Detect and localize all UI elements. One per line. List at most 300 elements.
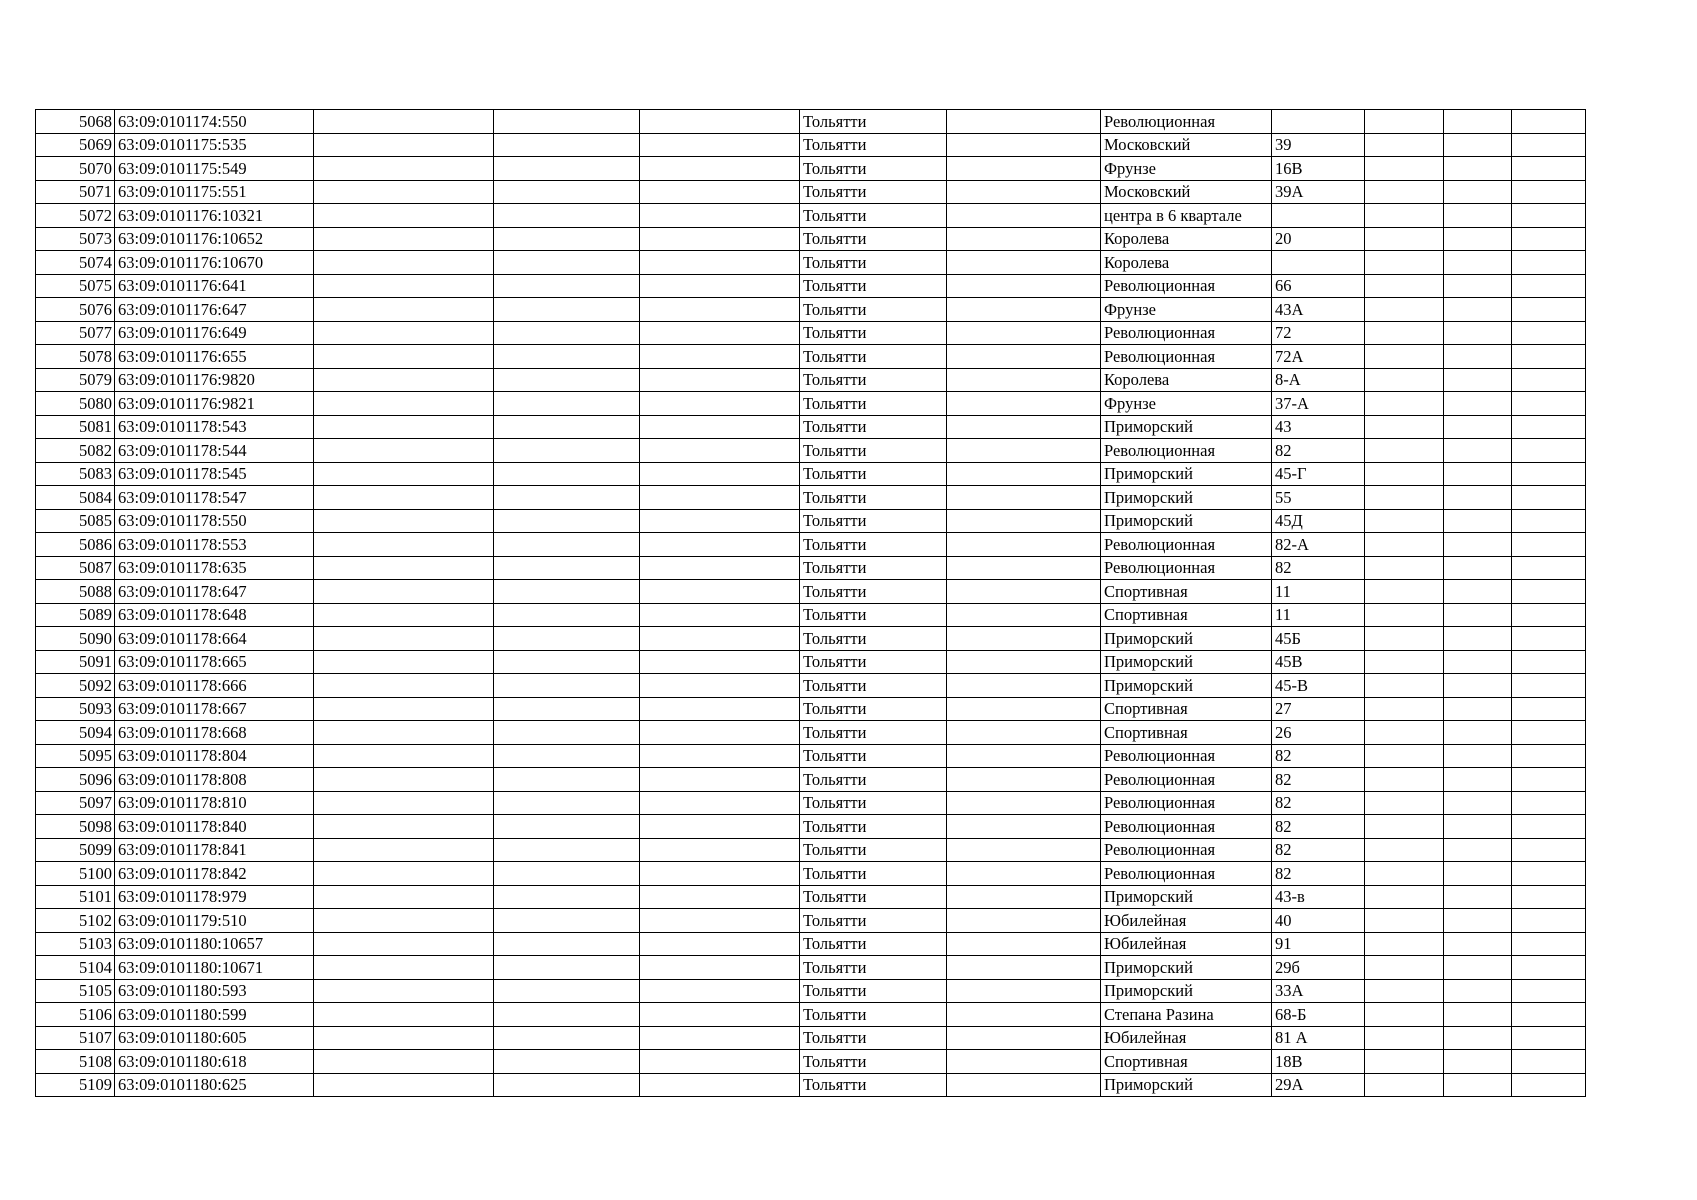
city-cell: Тольятти — [800, 180, 947, 204]
empty-cell-5 — [640, 815, 800, 839]
table-row — [36, 321, 1586, 345]
cadastral-number-cell: 63:09:0101176:10670 — [115, 251, 314, 275]
empty-cell-10 — [1365, 486, 1444, 510]
empty-cell-3 — [314, 1026, 494, 1050]
empty-cell-7 — [947, 1050, 1101, 1074]
street-cell: Революционная — [1101, 791, 1272, 815]
house-number-cell: 91 — [1272, 932, 1365, 956]
house-number-cell: 82 — [1272, 744, 1365, 768]
empty-cell-3 — [314, 321, 494, 345]
table-row — [36, 956, 1586, 980]
house-number-cell — [1272, 204, 1365, 228]
city-cell: Тольятти — [800, 603, 947, 627]
house-number-cell: 16В — [1272, 157, 1365, 181]
empty-cell-11 — [1444, 157, 1512, 181]
street-cell: Приморский — [1101, 462, 1272, 486]
empty-cell-5 — [640, 368, 800, 392]
city-cell: Тольятти — [800, 885, 947, 909]
empty-cell-4 — [494, 979, 640, 1003]
city-cell: Тольятти — [800, 509, 947, 533]
empty-cell-12 — [1512, 345, 1586, 369]
cadastral-number-cell: 63:09:0101178:553 — [115, 533, 314, 557]
house-number-cell: 20 — [1272, 227, 1365, 251]
empty-cell-7 — [947, 791, 1101, 815]
table-row — [36, 227, 1586, 251]
empty-cell-7 — [947, 979, 1101, 1003]
house-number-cell: 82 — [1272, 838, 1365, 862]
cadastral-number-cell: 63:09:0101178:665 — [115, 650, 314, 674]
cadastral-number-cell: 63:09:0101176:647 — [115, 298, 314, 322]
house-number-cell: 45Д — [1272, 509, 1365, 533]
empty-cell-11 — [1444, 768, 1512, 792]
house-number-cell: 81 А — [1272, 1026, 1365, 1050]
empty-cell-11 — [1444, 274, 1512, 298]
empty-cell-3 — [314, 697, 494, 721]
house-number-cell: 29А — [1272, 1073, 1365, 1097]
empty-cell-3 — [314, 439, 494, 463]
empty-cell-12 — [1512, 251, 1586, 275]
table-row — [36, 885, 1586, 909]
row-number-cell: 5083 — [36, 462, 115, 486]
empty-cell-5 — [640, 1003, 800, 1027]
empty-cell-3 — [314, 838, 494, 862]
street-cell: Фрунзе — [1101, 298, 1272, 322]
row-number-cell: 5100 — [36, 862, 115, 886]
row-number-cell: 5098 — [36, 815, 115, 839]
empty-cell-11 — [1444, 462, 1512, 486]
empty-cell-3 — [314, 157, 494, 181]
house-number-cell: 45-В — [1272, 674, 1365, 698]
cadastral-number-cell: 63:09:0101180:605 — [115, 1026, 314, 1050]
empty-cell-11 — [1444, 1026, 1512, 1050]
empty-cell-12 — [1512, 838, 1586, 862]
empty-cell-3 — [314, 580, 494, 604]
empty-cell-10 — [1365, 180, 1444, 204]
empty-cell-11 — [1444, 744, 1512, 768]
empty-cell-5 — [640, 204, 800, 228]
empty-cell-10 — [1365, 791, 1444, 815]
city-cell: Тольятти — [800, 815, 947, 839]
empty-cell-12 — [1512, 556, 1586, 580]
empty-cell-5 — [640, 932, 800, 956]
empty-cell-11 — [1444, 674, 1512, 698]
empty-cell-11 — [1444, 556, 1512, 580]
empty-cell-5 — [640, 345, 800, 369]
cadastral-number-cell: 63:09:0101178:808 — [115, 768, 314, 792]
empty-cell-4 — [494, 133, 640, 157]
row-number-cell: 5086 — [36, 533, 115, 557]
row-number-cell: 5105 — [36, 979, 115, 1003]
table-row — [36, 251, 1586, 275]
empty-cell-11 — [1444, 815, 1512, 839]
table-row — [36, 627, 1586, 651]
row-number-cell: 5084 — [36, 486, 115, 510]
empty-cell-10 — [1365, 744, 1444, 768]
street-cell: Революционная — [1101, 744, 1272, 768]
empty-cell-10 — [1365, 979, 1444, 1003]
empty-cell-4 — [494, 509, 640, 533]
empty-cell-12 — [1512, 415, 1586, 439]
empty-cell-10 — [1365, 674, 1444, 698]
empty-cell-4 — [494, 415, 640, 439]
empty-cell-3 — [314, 274, 494, 298]
empty-cell-12 — [1512, 885, 1586, 909]
empty-cell-3 — [314, 1050, 494, 1074]
empty-cell-11 — [1444, 909, 1512, 933]
empty-cell-5 — [640, 392, 800, 416]
empty-cell-10 — [1365, 321, 1444, 345]
empty-cell-5 — [640, 650, 800, 674]
table-row — [36, 1050, 1586, 1074]
empty-cell-5 — [640, 110, 800, 134]
house-number-cell: 82 — [1272, 815, 1365, 839]
empty-cell-12 — [1512, 1026, 1586, 1050]
empty-cell-11 — [1444, 1073, 1512, 1097]
empty-cell-10 — [1365, 909, 1444, 933]
empty-cell-12 — [1512, 768, 1586, 792]
cadastral-number-cell: 63:09:0101178:667 — [115, 697, 314, 721]
empty-cell-4 — [494, 204, 640, 228]
row-number-cell: 5076 — [36, 298, 115, 322]
empty-cell-5 — [640, 721, 800, 745]
city-cell: Тольятти — [800, 204, 947, 228]
table-row — [36, 744, 1586, 768]
empty-cell-12 — [1512, 274, 1586, 298]
empty-cell-10 — [1365, 580, 1444, 604]
empty-cell-5 — [640, 509, 800, 533]
house-number-cell: 68-Б — [1272, 1003, 1365, 1027]
house-number-cell: 66 — [1272, 274, 1365, 298]
empty-cell-4 — [494, 533, 640, 557]
cadastral-number-cell: 63:09:0101178:810 — [115, 791, 314, 815]
row-number-cell: 5109 — [36, 1073, 115, 1097]
house-number-cell: 45-Г — [1272, 462, 1365, 486]
empty-cell-10 — [1365, 415, 1444, 439]
empty-cell-3 — [314, 768, 494, 792]
empty-cell-12 — [1512, 603, 1586, 627]
city-cell: Тольятти — [800, 1003, 947, 1027]
empty-cell-11 — [1444, 321, 1512, 345]
table-row — [36, 1026, 1586, 1050]
city-cell: Тольятти — [800, 650, 947, 674]
street-cell: Революционная — [1101, 439, 1272, 463]
empty-cell-5 — [640, 862, 800, 886]
city-cell: Тольятти — [800, 321, 947, 345]
empty-cell-4 — [494, 1003, 640, 1027]
empty-cell-4 — [494, 909, 640, 933]
street-cell: Фрунзе — [1101, 157, 1272, 181]
empty-cell-10 — [1365, 1026, 1444, 1050]
house-number-cell: 82-А — [1272, 533, 1365, 557]
empty-cell-11 — [1444, 791, 1512, 815]
empty-cell-3 — [314, 392, 494, 416]
city-cell: Тольятти — [800, 533, 947, 557]
empty-cell-11 — [1444, 298, 1512, 322]
cadastral-number-cell: 63:09:0101178:547 — [115, 486, 314, 510]
empty-cell-7 — [947, 298, 1101, 322]
empty-cell-5 — [640, 321, 800, 345]
house-number-cell: 45В — [1272, 650, 1365, 674]
empty-cell-12 — [1512, 227, 1586, 251]
house-number-cell: 82 — [1272, 791, 1365, 815]
house-number-cell: 37-А — [1272, 392, 1365, 416]
city-cell: Тольятти — [800, 345, 947, 369]
empty-cell-4 — [494, 650, 640, 674]
empty-cell-4 — [494, 603, 640, 627]
city-cell: Тольятти — [800, 274, 947, 298]
row-number-cell: 5072 — [36, 204, 115, 228]
empty-cell-12 — [1512, 697, 1586, 721]
row-number-cell: 5078 — [36, 345, 115, 369]
empty-cell-7 — [947, 909, 1101, 933]
empty-cell-12 — [1512, 627, 1586, 651]
street-cell: Революционная — [1101, 110, 1272, 134]
empty-cell-11 — [1444, 627, 1512, 651]
city-cell: Тольятти — [800, 415, 947, 439]
cadastral-number-cell: 63:09:0101178:544 — [115, 439, 314, 463]
empty-cell-3 — [314, 744, 494, 768]
street-cell: Спортивная — [1101, 697, 1272, 721]
street-cell: Революционная — [1101, 815, 1272, 839]
house-number-cell — [1272, 251, 1365, 275]
cadastral-number-cell: 63:09:0101178:840 — [115, 815, 314, 839]
empty-cell-12 — [1512, 321, 1586, 345]
cadastral-number-cell: 63:09:0101178:666 — [115, 674, 314, 698]
empty-cell-7 — [947, 157, 1101, 181]
city-cell: Тольятти — [800, 1050, 947, 1074]
empty-cell-11 — [1444, 650, 1512, 674]
empty-cell-7 — [947, 1026, 1101, 1050]
row-number-cell: 5106 — [36, 1003, 115, 1027]
empty-cell-11 — [1444, 862, 1512, 886]
empty-cell-4 — [494, 674, 640, 698]
house-number-cell: 26 — [1272, 721, 1365, 745]
empty-cell-11 — [1444, 721, 1512, 745]
empty-cell-7 — [947, 227, 1101, 251]
street-cell: Революционная — [1101, 321, 1272, 345]
street-cell: Спортивная — [1101, 580, 1272, 604]
city-cell: Тольятти — [800, 157, 947, 181]
street-cell: Приморский — [1101, 956, 1272, 980]
empty-cell-12 — [1512, 1050, 1586, 1074]
empty-cell-7 — [947, 204, 1101, 228]
empty-cell-7 — [947, 439, 1101, 463]
empty-cell-3 — [314, 415, 494, 439]
street-cell: Юбилейная — [1101, 932, 1272, 956]
empty-cell-4 — [494, 298, 640, 322]
table-row — [36, 650, 1586, 674]
city-cell: Тольятти — [800, 1026, 947, 1050]
table-row — [36, 439, 1586, 463]
street-cell: Королева — [1101, 368, 1272, 392]
empty-cell-5 — [640, 603, 800, 627]
empty-cell-5 — [640, 791, 800, 815]
row-number-cell: 5070 — [36, 157, 115, 181]
cadastral-number-cell: 63:09:0101180:593 — [115, 979, 314, 1003]
street-cell: Спортивная — [1101, 603, 1272, 627]
empty-cell-12 — [1512, 1073, 1586, 1097]
row-number-cell: 5104 — [36, 956, 115, 980]
empty-cell-11 — [1444, 697, 1512, 721]
cadastral-number-cell: 63:09:0101176:649 — [115, 321, 314, 345]
house-number-cell: 82 — [1272, 768, 1365, 792]
table-row — [36, 979, 1586, 1003]
cadastral-number-cell: 63:09:0101178:648 — [115, 603, 314, 627]
house-number-cell: 43 — [1272, 415, 1365, 439]
empty-cell-11 — [1444, 533, 1512, 557]
cadastral-number-cell: 63:09:0101180:618 — [115, 1050, 314, 1074]
empty-cell-10 — [1365, 815, 1444, 839]
empty-cell-12 — [1512, 744, 1586, 768]
empty-cell-12 — [1512, 133, 1586, 157]
empty-cell-7 — [947, 486, 1101, 510]
empty-cell-10 — [1365, 603, 1444, 627]
empty-cell-7 — [947, 627, 1101, 651]
empty-cell-5 — [640, 486, 800, 510]
house-number-cell: 18В — [1272, 1050, 1365, 1074]
empty-cell-5 — [640, 885, 800, 909]
empty-cell-3 — [314, 721, 494, 745]
empty-cell-7 — [947, 392, 1101, 416]
house-number-cell: 82 — [1272, 862, 1365, 886]
empty-cell-4 — [494, 556, 640, 580]
empty-cell-4 — [494, 227, 640, 251]
empty-cell-5 — [640, 838, 800, 862]
empty-cell-3 — [314, 979, 494, 1003]
cadastral-number-cell: 63:09:0101180:625 — [115, 1073, 314, 1097]
empty-cell-4 — [494, 932, 640, 956]
empty-cell-7 — [947, 462, 1101, 486]
cadastral-number-cell: 63:09:0101178:979 — [115, 885, 314, 909]
empty-cell-4 — [494, 1026, 640, 1050]
empty-cell-10 — [1365, 298, 1444, 322]
empty-cell-11 — [1444, 110, 1512, 134]
empty-cell-7 — [947, 1003, 1101, 1027]
empty-cell-5 — [640, 133, 800, 157]
empty-cell-11 — [1444, 133, 1512, 157]
empty-cell-12 — [1512, 509, 1586, 533]
cadastral-number-cell: 63:09:0101176:9821 — [115, 392, 314, 416]
empty-cell-7 — [947, 721, 1101, 745]
row-number-cell: 5101 — [36, 885, 115, 909]
house-number-cell: 43А — [1272, 298, 1365, 322]
empty-cell-12 — [1512, 368, 1586, 392]
empty-cell-3 — [314, 815, 494, 839]
empty-cell-4 — [494, 180, 640, 204]
street-cell: Приморский — [1101, 650, 1272, 674]
table-row — [36, 721, 1586, 745]
street-cell: Революционная — [1101, 533, 1272, 557]
street-cell: Революционная — [1101, 768, 1272, 792]
empty-cell-4 — [494, 368, 640, 392]
empty-cell-7 — [947, 838, 1101, 862]
cadastral-number-cell: 63:09:0101180:10657 — [115, 932, 314, 956]
cadastral-number-cell: 63:09:0101175:549 — [115, 157, 314, 181]
empty-cell-11 — [1444, 509, 1512, 533]
street-cell: Приморский — [1101, 486, 1272, 510]
city-cell: Тольятти — [800, 580, 947, 604]
empty-cell-4 — [494, 838, 640, 862]
empty-cell-11 — [1444, 979, 1512, 1003]
row-number-cell: 5069 — [36, 133, 115, 157]
empty-cell-3 — [314, 110, 494, 134]
empty-cell-7 — [947, 133, 1101, 157]
table-row — [36, 157, 1586, 181]
empty-cell-5 — [640, 298, 800, 322]
empty-cell-5 — [640, 533, 800, 557]
row-number-cell: 5079 — [36, 368, 115, 392]
empty-cell-4 — [494, 462, 640, 486]
empty-cell-5 — [640, 180, 800, 204]
house-number-cell: 11 — [1272, 580, 1365, 604]
empty-cell-5 — [640, 415, 800, 439]
empty-cell-7 — [947, 110, 1101, 134]
empty-cell-7 — [947, 580, 1101, 604]
empty-cell-4 — [494, 580, 640, 604]
empty-cell-5 — [640, 1073, 800, 1097]
empty-cell-12 — [1512, 298, 1586, 322]
empty-cell-4 — [494, 110, 640, 134]
row-number-cell: 5080 — [36, 392, 115, 416]
row-number-cell: 5090 — [36, 627, 115, 651]
city-cell: Тольятти — [800, 110, 947, 134]
house-number-cell: 55 — [1272, 486, 1365, 510]
empty-cell-5 — [640, 274, 800, 298]
street-cell: Спортивная — [1101, 721, 1272, 745]
street-cell: Королева — [1101, 251, 1272, 275]
empty-cell-11 — [1444, 1050, 1512, 1074]
empty-cell-12 — [1512, 650, 1586, 674]
empty-cell-12 — [1512, 486, 1586, 510]
cadastral-number-cell: 63:09:0101176:655 — [115, 345, 314, 369]
empty-cell-7 — [947, 885, 1101, 909]
street-cell: Приморский — [1101, 627, 1272, 651]
empty-cell-11 — [1444, 392, 1512, 416]
table-row — [36, 180, 1586, 204]
empty-cell-12 — [1512, 932, 1586, 956]
table-row — [36, 133, 1586, 157]
house-number-cell: 39 — [1272, 133, 1365, 157]
table-row — [36, 768, 1586, 792]
city-cell: Тольятти — [800, 462, 947, 486]
empty-cell-3 — [314, 486, 494, 510]
empty-cell-3 — [314, 791, 494, 815]
table-row — [36, 345, 1586, 369]
city-cell: Тольятти — [800, 227, 947, 251]
empty-cell-5 — [640, 1026, 800, 1050]
row-number-cell: 5089 — [36, 603, 115, 627]
city-cell: Тольятти — [800, 1073, 947, 1097]
street-cell: Московский — [1101, 133, 1272, 157]
cadastral-number-cell: 63:09:0101178:635 — [115, 556, 314, 580]
empty-cell-7 — [947, 744, 1101, 768]
register-table — [35, 109, 1586, 1097]
house-number-cell: 33А — [1272, 979, 1365, 1003]
empty-cell-10 — [1365, 204, 1444, 228]
table-row — [36, 580, 1586, 604]
empty-cell-5 — [640, 227, 800, 251]
row-number-cell: 5068 — [36, 110, 115, 134]
cadastral-number-cell: 63:09:0101174:550 — [115, 110, 314, 134]
empty-cell-7 — [947, 932, 1101, 956]
empty-cell-4 — [494, 1050, 640, 1074]
street-cell: Московский — [1101, 180, 1272, 204]
city-cell: Тольятти — [800, 556, 947, 580]
empty-cell-12 — [1512, 909, 1586, 933]
empty-cell-4 — [494, 744, 640, 768]
table-row — [36, 1003, 1586, 1027]
street-cell: Юбилейная — [1101, 1026, 1272, 1050]
